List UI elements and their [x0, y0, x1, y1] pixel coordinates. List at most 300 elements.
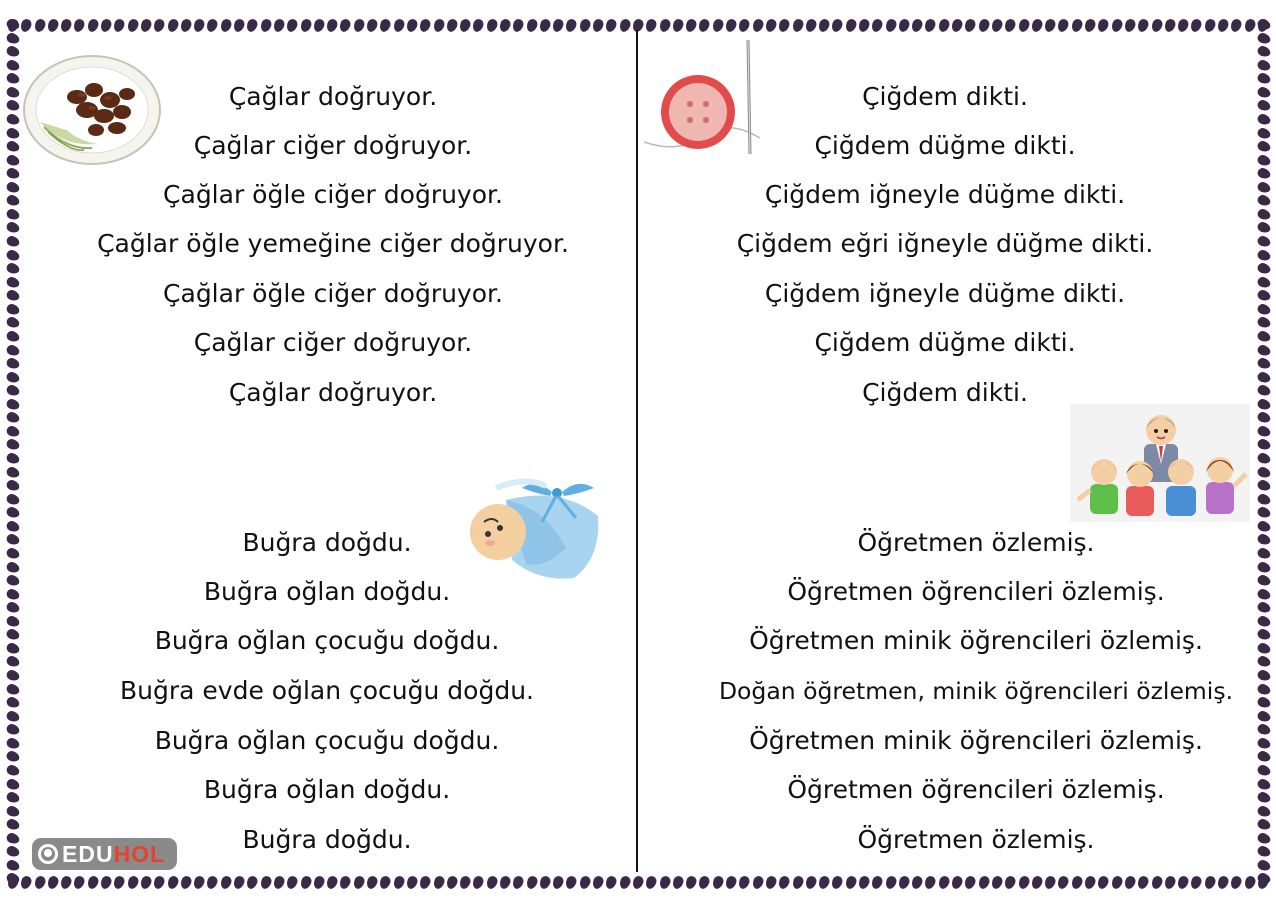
border-dot [432, 874, 446, 890]
border-dot [658, 874, 672, 890]
border-dot [5, 31, 21, 45]
border-dot [73, 874, 87, 890]
border-dot [963, 17, 977, 33]
border-dot [1123, 17, 1137, 33]
border-dot [1176, 874, 1190, 890]
border-dot [804, 874, 818, 890]
border-dot [139, 17, 153, 33]
border-dot [990, 17, 1004, 33]
border-dot [1256, 99, 1272, 113]
border-dot [1017, 874, 1031, 890]
border-dot [5, 384, 21, 398]
border-dot [5, 370, 21, 384]
swaddled-baby-icon [466, 478, 612, 582]
border-dot [5, 72, 21, 86]
teacher-students-icon [1070, 404, 1250, 522]
border-dot [5, 492, 21, 506]
border-dot [1256, 845, 1272, 859]
border-dot [1256, 736, 1272, 750]
poem-line: Çiğdem eğri iğneyle düğme dikti. [736, 229, 1154, 258]
border-dot [1256, 221, 1272, 235]
border-dot [1256, 858, 1272, 872]
border-dot [33, 874, 47, 890]
border-dot [924, 17, 938, 33]
border-dot [1096, 17, 1110, 33]
border-dot [1070, 874, 1084, 890]
border-dot [1256, 330, 1272, 344]
border-dot [511, 874, 525, 890]
border-dot [1083, 874, 1097, 890]
poem-line: Çağlar doğruyor. [228, 378, 438, 407]
border-dot [604, 874, 618, 890]
border-dot [471, 17, 485, 33]
border-dot [870, 17, 884, 33]
border-dot [206, 874, 220, 890]
poem-line: Öğretmen öğrencileri özlemiş. [787, 775, 1165, 804]
border-dot [751, 874, 765, 890]
border-dot [977, 874, 991, 890]
border-dot [352, 17, 366, 33]
border-dot [1256, 628, 1272, 642]
border-dot [245, 874, 259, 890]
border-dot [1110, 17, 1124, 33]
border-dot [418, 874, 432, 890]
border-dot [272, 17, 286, 33]
border-dot [950, 874, 964, 890]
border-dot [5, 669, 21, 683]
border-dot [485, 17, 499, 33]
border-dot [1256, 804, 1272, 818]
border-dot [59, 17, 73, 33]
border-dot [33, 17, 47, 33]
border-dot [5, 587, 21, 601]
border-dot [166, 17, 180, 33]
border-dot [378, 874, 392, 890]
border-dot [1057, 17, 1071, 33]
border-dot [1256, 167, 1272, 181]
border-dot [910, 874, 924, 890]
border-dot [5, 248, 21, 262]
border-dot [112, 874, 126, 890]
border-dot [179, 874, 193, 890]
border-dot [565, 17, 579, 33]
border-dot [5, 723, 21, 737]
border-dot [1256, 452, 1272, 466]
border-dot [1110, 874, 1124, 890]
border-dot [365, 17, 379, 33]
border-dot [1216, 874, 1230, 890]
border-dot [179, 17, 193, 33]
border-dot [325, 17, 339, 33]
border-dot [5, 614, 21, 628]
border-dot [924, 874, 938, 890]
border-dot [5, 397, 21, 411]
border-dot [458, 17, 472, 33]
poem-line: Çağlar öğle yemeğine ciğer doğruyor. [97, 229, 569, 258]
border-dot [538, 17, 552, 33]
border-dot [1229, 874, 1243, 890]
border-dot [5, 452, 21, 466]
border-dot [671, 17, 685, 33]
poem-line: Çağlar ciğer doğruyor. [193, 328, 473, 357]
border-dot [5, 804, 21, 818]
border-dot [1256, 438, 1272, 452]
border-dot [5, 194, 21, 208]
border-dot [5, 641, 21, 655]
border-dot [1256, 574, 1272, 588]
border-dot [5, 655, 21, 669]
border-dot [5, 709, 21, 723]
border-dot [5, 153, 21, 167]
border-dot [1256, 316, 1272, 330]
border-dot [1256, 370, 1272, 384]
border-dot [1256, 723, 1272, 737]
logo-text [62, 841, 165, 868]
border-dot [339, 17, 353, 33]
poem-line: Çiğdem düğme dikti. [814, 131, 1076, 160]
border-dot [5, 221, 21, 235]
border-dot [1256, 465, 1272, 479]
poem-line: Öğretmen minik öğrencileri özlemiş. [749, 726, 1203, 755]
border-dot [5, 45, 21, 59]
border-dot [1203, 17, 1217, 33]
border-dot [5, 750, 21, 764]
border-dot [1256, 384, 1272, 398]
left-border [2, 18, 24, 886]
border-dot [86, 17, 100, 33]
border-dot [5, 316, 21, 330]
border-dot [5, 533, 21, 547]
right-border [1253, 18, 1275, 886]
border-dot [1256, 207, 1272, 221]
border-dot [830, 874, 844, 890]
border-dot [5, 845, 21, 859]
border-dot [737, 874, 751, 890]
border-dot [59, 874, 73, 890]
border-dot [5, 601, 21, 615]
border-dot [1083, 17, 1097, 33]
poem-line: Buğra doğdu. [242, 528, 412, 557]
border-dot [5, 411, 21, 425]
border-dot [5, 18, 21, 32]
poem-line: Çağlar öğle ciğer doğruyor. [163, 180, 503, 209]
border-dot [5, 438, 21, 452]
border-dot [857, 874, 871, 890]
poem-line: Çağlar ciğer doğruyor. [193, 131, 473, 160]
border-dot [591, 874, 605, 890]
border-dot [950, 17, 964, 33]
border-dot [937, 874, 951, 890]
liver-dish-icon [22, 52, 162, 167]
poem-line: Buğra oğlan doğdu. [203, 775, 451, 804]
border-dot [485, 874, 499, 890]
border-dot [937, 17, 951, 33]
bottom-border [8, 871, 1268, 893]
border-dot [432, 17, 446, 33]
border-dot [471, 874, 485, 890]
border-dot [1256, 764, 1272, 778]
poem-line: Buğra oğlan çocuğu doğdu. [154, 726, 500, 755]
border-dot [1136, 17, 1150, 33]
border-dot [46, 17, 60, 33]
column-divider [636, 30, 638, 872]
border-dot [684, 17, 698, 33]
border-dot [1256, 601, 1272, 615]
logo-text-hol: HOL [113, 840, 166, 867]
border-dot [1030, 874, 1044, 890]
border-dot [870, 874, 884, 890]
border-dot [1256, 696, 1272, 710]
border-dot [1123, 874, 1137, 890]
border-dot [5, 424, 21, 438]
border-dot [312, 874, 326, 890]
border-dot [219, 17, 233, 33]
border-dot [1256, 479, 1272, 493]
border-dot [565, 874, 579, 890]
border-dot [1136, 874, 1150, 890]
border-dot [1043, 874, 1057, 890]
border-dot [5, 547, 21, 561]
poem-line: Çiğdem dikti. [862, 378, 1028, 407]
border-dot [511, 17, 525, 33]
border-dot [1256, 18, 1272, 32]
border-dot [392, 17, 406, 33]
border-dot [817, 874, 831, 890]
border-dot [1256, 750, 1272, 764]
eduhol-logo [32, 838, 177, 870]
border-dot [791, 874, 805, 890]
poem-line: Öğretmen özlemiş. [857, 528, 1095, 557]
border-dot [5, 262, 21, 276]
border-dot [5, 343, 21, 357]
border-dot [352, 874, 366, 890]
poem-line: Buğra oğlan çocuğu doğdu. [154, 626, 500, 655]
border-dot [1256, 180, 1272, 194]
border-dot [658, 17, 672, 33]
border-dot [1256, 302, 1272, 316]
border-dot [325, 874, 339, 890]
border-dot [1256, 262, 1272, 276]
border-dot [897, 874, 911, 890]
poem-line: Öğretmen öğrencileri özlemiş. [787, 577, 1165, 606]
border-dot [578, 17, 592, 33]
poem-line: Çiğdem düğme dikti. [814, 328, 1076, 357]
border-dot [5, 58, 21, 72]
border-dot [5, 872, 21, 886]
border-dot [910, 17, 924, 33]
border-dot [698, 17, 712, 33]
border-dot [963, 874, 977, 890]
border-dot [285, 874, 299, 890]
border-dot [1256, 31, 1272, 45]
border-dot [1256, 492, 1272, 506]
border-dot [1256, 777, 1272, 791]
border-dot [5, 302, 21, 316]
border-dot [299, 874, 313, 890]
border-dot [5, 777, 21, 791]
border-dot [99, 17, 113, 33]
border-dot [1256, 655, 1272, 669]
border-dot [1256, 235, 1272, 249]
border-dot [1003, 874, 1017, 890]
border-dot [112, 17, 126, 33]
border-dot [1256, 587, 1272, 601]
border-dot [551, 17, 565, 33]
poem-line: Çiğdem dikti. [862, 82, 1028, 111]
border-dot [445, 17, 459, 33]
border-dot [1256, 275, 1272, 289]
poem-line: Öğretmen özlemiş. [857, 825, 1095, 854]
border-dot [1256, 614, 1272, 628]
border-dot [1256, 519, 1272, 533]
border-dot [5, 289, 21, 303]
border-dot [99, 874, 113, 890]
border-dot [1256, 411, 1272, 425]
border-dot [977, 17, 991, 33]
border-dot [232, 17, 246, 33]
border-dot [1256, 357, 1272, 371]
border-dot [1256, 424, 1272, 438]
border-dot [5, 764, 21, 778]
border-dot [844, 874, 858, 890]
poem-line: Çiğdem iğneyle düğme dikti. [764, 180, 1126, 209]
border-dot [737, 17, 751, 33]
border-dot [1043, 17, 1057, 33]
border-dot [5, 465, 21, 479]
border-dot [1229, 17, 1243, 33]
border-dot [857, 17, 871, 33]
border-dot [1096, 874, 1110, 890]
poem-line: Buğra oğlan doğdu. [203, 577, 451, 606]
border-dot [644, 17, 658, 33]
border-dot [1030, 17, 1044, 33]
poem-line: Doğan öğretmen, minik öğrencileri özlemiş. [718, 677, 1234, 705]
border-dot [1256, 153, 1272, 167]
border-dot [711, 17, 725, 33]
border-dot [219, 874, 233, 890]
border-dot [285, 17, 299, 33]
border-dot [259, 874, 273, 890]
border-dot [166, 874, 180, 890]
border-dot [445, 874, 459, 890]
border-dot [1070, 17, 1084, 33]
border-dot [192, 17, 206, 33]
border-dot [1216, 17, 1230, 33]
poem-line: Çağlar öğle ciğer doğruyor. [163, 279, 503, 308]
border-dot [405, 874, 419, 890]
border-dot [5, 560, 21, 574]
border-dot [5, 682, 21, 696]
border-dot [192, 874, 206, 890]
border-dot [525, 874, 539, 890]
border-dot [751, 17, 765, 33]
border-dot [498, 17, 512, 33]
poem-line: Buğra evde oğlan çocuğu doğdu. [120, 676, 534, 705]
border-dot [5, 180, 21, 194]
border-dot [684, 874, 698, 890]
border-dot [1190, 17, 1204, 33]
border-dot [791, 17, 805, 33]
border-dot [5, 140, 21, 154]
eduhol-mark-icon [38, 844, 58, 864]
border-dot [1057, 874, 1071, 890]
border-dot [1256, 140, 1272, 154]
border-dot [1017, 17, 1031, 33]
border-dot [1203, 874, 1217, 890]
border-dot [5, 506, 21, 520]
border-dot [1256, 682, 1272, 696]
border-dot [378, 17, 392, 33]
border-dot [1256, 72, 1272, 86]
border-dot [764, 17, 778, 33]
border-dot [232, 874, 246, 890]
border-dot [5, 519, 21, 533]
border-dot [5, 858, 21, 872]
border-dot [777, 874, 791, 890]
border-dot [671, 874, 685, 890]
border-dot [698, 874, 712, 890]
border-dot [498, 874, 512, 890]
border-dot [604, 17, 618, 33]
poem-line: Buğra doğdu. [242, 825, 412, 854]
border-dot [1256, 113, 1272, 127]
top-border [8, 14, 1268, 36]
border-dot [365, 874, 379, 890]
border-dot [1256, 641, 1272, 655]
border-dot [5, 99, 21, 113]
border-dot [245, 17, 259, 33]
border-dot [1256, 560, 1272, 574]
border-dot [884, 874, 898, 890]
logo-text-edu: EDU [62, 840, 114, 867]
border-dot [1256, 343, 1272, 357]
border-dot [551, 874, 565, 890]
border-dot [525, 17, 539, 33]
poem-line: Çiğdem iğneyle düğme dikti. [764, 279, 1126, 308]
border-dot [1256, 533, 1272, 547]
border-dot [990, 874, 1004, 890]
border-dot [1256, 831, 1272, 845]
border-dot [126, 17, 140, 33]
border-dot [1256, 126, 1272, 140]
border-dot [152, 874, 166, 890]
border-dot [5, 235, 21, 249]
border-dot [1256, 506, 1272, 520]
border-dot [1150, 17, 1164, 33]
border-dot [418, 17, 432, 33]
border-dot [5, 791, 21, 805]
border-dot [1256, 58, 1272, 72]
border-dot [206, 17, 220, 33]
border-dot [644, 874, 658, 890]
border-dot [126, 874, 140, 890]
border-dot [86, 874, 100, 890]
border-dot [339, 874, 353, 890]
border-dot [5, 113, 21, 127]
border-dot [897, 17, 911, 33]
border-dot [5, 275, 21, 289]
border-dot [1150, 874, 1164, 890]
border-dot [1176, 17, 1190, 33]
border-dot [1256, 872, 1272, 886]
border-dot [392, 874, 406, 890]
border-dot [46, 874, 60, 890]
border-dot [538, 874, 552, 890]
border-dot [5, 736, 21, 750]
border-dot [5, 628, 21, 642]
border-dot [5, 167, 21, 181]
border-dot [405, 17, 419, 33]
